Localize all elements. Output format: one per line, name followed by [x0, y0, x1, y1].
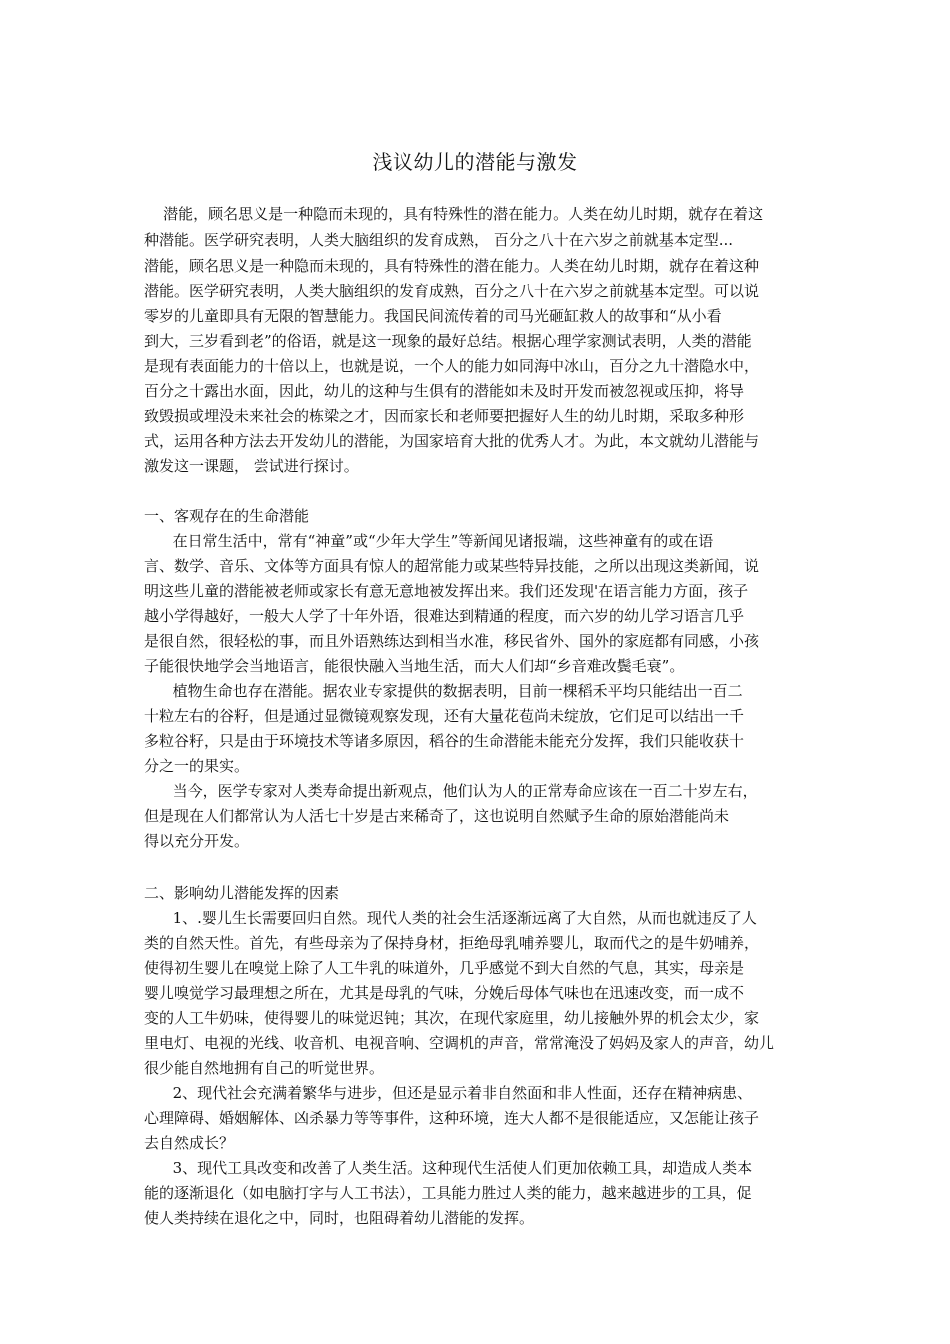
body-line: 百分之十露出水面，因此，幼儿的这种与生俱有的潜能如未及时开发而被忽视或压抑，将导	[144, 382, 745, 400]
body-line: 使得初生婴儿在嗅觉上除了人工牛乳的味道外，几乎感觉不到大自然的气息，其实，母亲是	[144, 959, 745, 977]
body-line: 致毁损或埋没未来社会的栋梁之才，因而家长和老师要把握好人生的幼儿时期，采取多种形	[144, 407, 745, 425]
body-line: 1、.婴儿生长需要回归自然。现代人类的社会生活逐渐远离了大自然，从而也就违反了人	[144, 909, 757, 927]
body-line: 越小学得越好，一般大人学了十年外语，很难达到精通的程度，而六岁的幼儿学习语言几乎	[144, 607, 745, 625]
body-line: 二、影响幼儿潜能发挥的因素	[144, 884, 340, 902]
body-line: 潜能。医学研究表明，人类大脑组织的发育成熟，百分之八十在六岁之前就基本定型。可以说	[144, 282, 760, 300]
body-line: 能的逐渐退化（如电脑打字与人工书法），工具能力胜过人类的能力，越来越进步的工具，促	[144, 1184, 752, 1202]
body-line: 激发这一课题， 尝试进行探讨。	[144, 457, 359, 475]
body-line: 婴儿嗅觉学习最理想之所在，尤其是母乳的气味，分娩后母体气味也在迅速改变，而一成不	[144, 984, 745, 1002]
body-line: 潜能，顾名思义是一种隐而未现的，具有特殊性的潜在能力。人类在幼儿时期，就存在着这种	[144, 257, 760, 275]
body-line: 但是现在人们都常认为人活七十岁是古来稀奇了，这也说明自然赋予生命的原始潜能尚未	[144, 807, 730, 825]
body-line: 变的人工牛奶味，使得婴儿的味觉迟钝；其次，在现代家庭里，幼儿接触外界的机会太少，家	[144, 1009, 760, 1027]
body-line: 种潜能。医学研究表明，人类大脑组织的发育成熟， 百分之八十在六岁之前就基本定型...	[144, 231, 734, 249]
body-line: 式，运用各种方法去开发幼儿的潜能，为国家培育大批的优秀人才。为此，本文就幼儿潜能与	[144, 432, 760, 450]
document-title: 浅议幼儿的潜能与激发	[372, 150, 578, 174]
body-line: 当今，医学专家对人类寿命提出新观点，他们认为人的正常寿命应该在一百二十岁左右，	[144, 782, 758, 800]
body-line: 到大，三岁看到老”的俗语，就是这一现象的最好总结。根据心理学家测试表明，人类的潜能	[144, 332, 752, 350]
body-line: 很少能自然地拥有自己的听觉世界。	[144, 1059, 385, 1077]
body-line: 去自然成长？	[144, 1134, 235, 1152]
body-line: 是现有表面能力的十倍以上，也就是说，一个人的能力如同海中冰山，百分之九十潜隐水中，	[144, 357, 760, 375]
body-line: 是很自然，很轻松的事，而且外语熟练达到相当水准，移民省外、国外的家庭都有同感，小孩	[144, 632, 760, 650]
body-line: 心理障碍、婚姻解体、凶杀暴力等等事件，这种环境，连大人都不是很能适应，又怎能让孩子	[144, 1109, 760, 1127]
body-line: 明这些儿童的潜能被老师或家长有意无意地被发挥出来。我们还发现'在语言能力方面，孩子	[144, 582, 749, 600]
body-line: 一、客观存在的生命潜能	[144, 507, 310, 525]
body-line: 零岁的儿童即具有无限的智慧能力。我国民间流传着的司马光砸缸救人的故事和“从小看	[144, 307, 722, 325]
body-line: 3、现代工具改变和改善了人类生活。这种现代生活使人们更加依赖工具，却造成人类本	[144, 1159, 753, 1177]
body-line: 十粒左右的谷籽，但是通过显微镜观察发现，还有大量花苞尚未绽放，它们足可以结出一千	[144, 707, 745, 725]
body-line: 在日常生活中，常有“神童”或“少年大学生”等新闻见诸报端，这些神童有的或在语	[144, 532, 714, 550]
body-line: 里电灯、电视的光线、收音机、电视音响、空调机的声音，常常淹没了妈妈及家人的声音，幼儿	[144, 1034, 775, 1052]
body-line: 潜能，顾名思义是一种隐而未现的，具有特殊性的潜在能力。人类在幼儿时期，就存在着这	[144, 205, 764, 223]
body-line: 得以充分开发。	[144, 832, 250, 850]
body-line: 植物生命也存在潜能。据农业专家提供的数据表明，目前一棵稻禾平均只能结出一百二	[144, 682, 743, 700]
body-line: 2、现代社会充满着繁华与进步，但还是显示着非自然面和非人性面，还存在精神病患、	[144, 1084, 753, 1102]
body-line: 多粒谷籽，只是由于环境技术等诸多原因，稻谷的生命潜能未能充分发挥，我们只能收获十	[144, 732, 745, 750]
body-line: 子能很快地学会当地语言，能很快融入当地生活，而大人们却“乡音难改鬓毛衰”。	[144, 657, 685, 675]
body-line: 分之一的果实。	[144, 757, 250, 775]
body-line: 使人类持续在退化之中，同时，也阻碍着幼儿潜能的发挥。	[144, 1209, 535, 1227]
body-line: 类的自然天性。首先，有些母亲为了保持身材，拒绝母乳哺养婴儿，取而代之的是牛奶哺养，	[144, 934, 760, 952]
body-line: 言、数学、音乐、文体等方面具有惊人的超常能力或某些特异技能，之所以出现这类新闻，说	[144, 557, 760, 575]
